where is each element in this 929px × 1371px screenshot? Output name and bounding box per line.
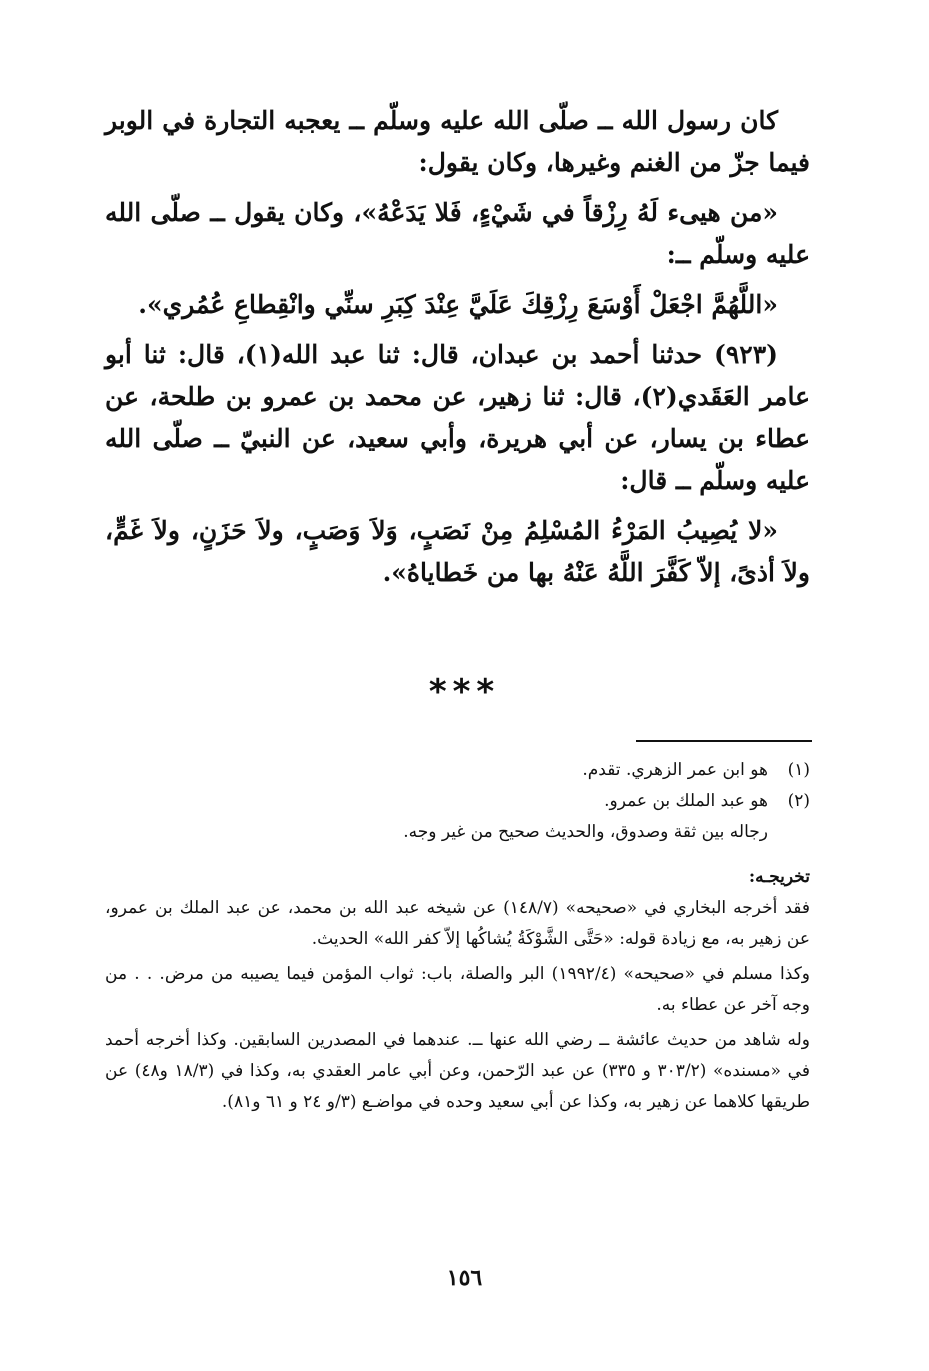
takhrij-paragraph-3: وله شاهد من حديث عائشة ــ رضي الله عنها ــ. عندهما في المصدرين السابقين. وكذا أخرجه أحمد في «مسنده» (٣٠٣/٢ و ٣٣٥) عن عبد الرّحمن، وعن أبي عامر العقدي به، وكذا في (١٨/٣ و٤٨) عن طريقها كلاهما عن زهير به، وكذا عن أبي سعيد وحده في مواضـع (٣/و ٢٤ و ٦١ و٨١). [105,1030,810,1112]
takhrij-paragraph-1: فقد أخرجه البخاري في «صحيحه» (١٤٨/٧) عن شيخه عبد الله بن محمد، عن عبد الملك بن عمرو، عن زهير به، مع زيادة قوله: «حَتَّى الشَّوْكَةُ يُشاكُها إلاّ كفر الله» الحديث. [105,898,811,949]
footnote-text: رجاله بين ثقة وصدوق، والحديث صحيح من غير وجه. [403,822,768,842]
footnote-text: هو ابن عمر الزهري. تقدم. [582,760,768,780]
takhrij-heading: تخريجـه: [748,867,810,887]
paragraph-3: «اللَّهُمَّ اجْعَلْ أَوْسَعَ رِزْقِكَ عَلَيَّ عِنْدَ كِبَرِ سنِّي وانْقِطاعِ عُمُري». [138,290,778,319]
footnotes [105,755,810,1118]
footnote-number: (١) [787,760,810,780]
footnote-2-continuation [105,817,810,848]
section-separator: *** [428,672,501,712]
footnote-2 [105,786,810,817]
hadith-923-isnad: (٩٢٣) حدثنا أحمد بن عبدان، قال: ثنا عبد الله(١)، قال: ثنا أبو عامر العَقَدي(٢)، قال: ثنا زهير، عن محمد بن عمرو بن طلحة، عن عطاء بن يسار، عن أبي هريرة، وأبي سعيد، عن النبيّ ــ صلّى الله عليه وسلّم ــ قال: [105,340,810,495]
footnote-rule [636,740,812,742]
takhrij-paragraph-2: وكذا مسلم في «صحيحه» (١٩٩٢/٤) البر والصلة، باب: ثواب المؤمن فيما يصيبه من مرض. . . من وجه آخر عن عطاء به. [105,964,811,1015]
footnote-number: (٢) [787,791,810,811]
main-text [105,100,810,602]
hadith-923-matn: «لا يُصِيبُ المَرْءُ المُسْلِمُ مِنْ نَصَبٍ، وَلاَ وَصَبٍ، ولاَ حَزَنٍ، ولاَ غَمٍّ، ولاَ أذىً، إلاّ كَفَّرَ اللَّهُ عَنْهُ بها من خَطاياهُ». [105,516,810,587]
page-number: ١٥٦ [446,1265,483,1291]
footnote-1 [105,755,810,786]
paragraph-1: كان رسول الله ــ صلّى الله عليه وسلّم ــ يعجبه التجارة في الوبر فيما جزّ من الغنم وغيرها، وكان يقول: [105,106,810,177]
footnote-text: هو عبد الملك بن عمرو. [604,791,768,811]
paragraph-2: «من هيىء لَهُ رِزْقاً في شَيْءٍ، فَلا يَدَعْهُ»، وكان يقول ــ صلّى الله عليه وسلّم ــ: [105,198,810,269]
